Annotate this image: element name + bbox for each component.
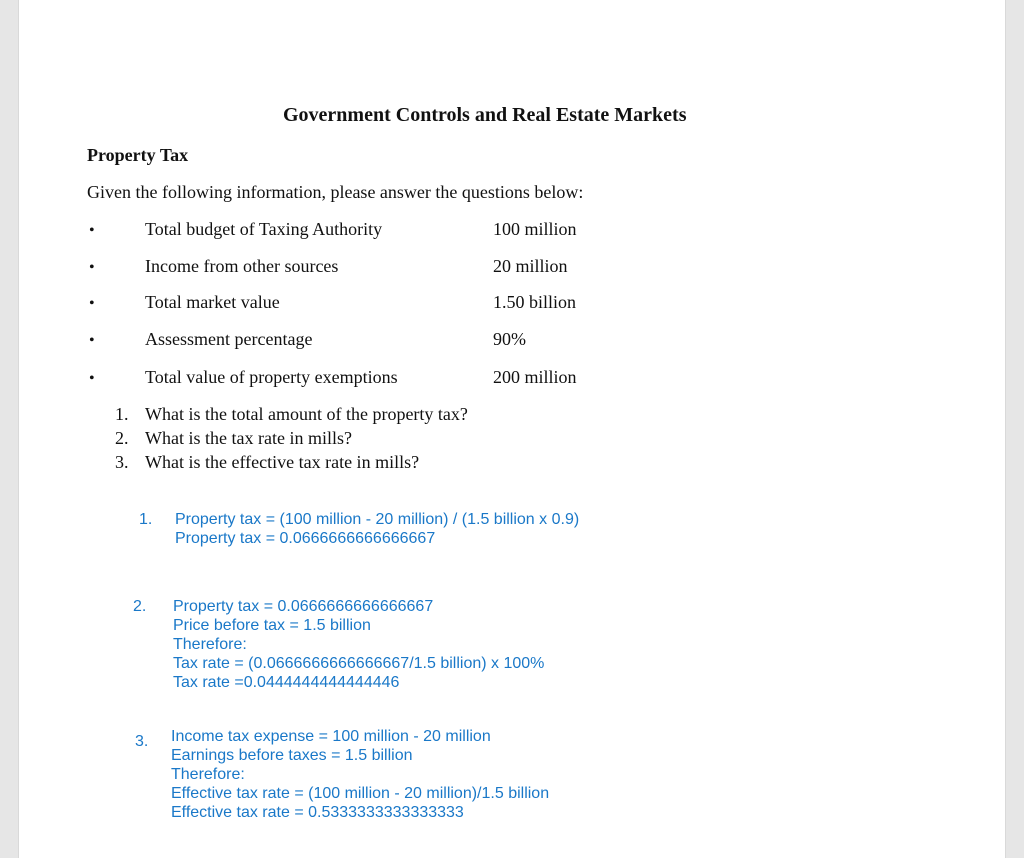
item-label: Income from other sources <box>145 256 339 276</box>
question-number: 2. <box>115 428 129 448</box>
answer-line: Tax rate = (0.0666666666666667/1.5 billion) x 100% <box>173 655 545 672</box>
answer-number: 3. <box>135 733 149 750</box>
answer-line: Property tax = (100 million - 20 million) / (1.5 billion x 0.9) <box>175 511 580 528</box>
bullet-symbol: • <box>89 295 95 312</box>
answer-number: 2. <box>133 598 147 615</box>
answer-line: Price before tax = 1.5 billion <box>173 617 371 634</box>
intro-text: Given the following information, please answer the questions below: <box>87 182 584 202</box>
question-number: 1. <box>115 404 129 424</box>
document-page <box>18 0 1006 858</box>
item-value: 90% <box>493 329 526 349</box>
answer-line: Tax rate =0.0444444444444446 <box>173 674 400 691</box>
answer-text <box>171 727 549 822</box>
item-value: 100 million <box>493 219 577 239</box>
answer-line: Income tax expense = 100 million - 20 million <box>171 728 491 745</box>
answer-text <box>173 597 544 692</box>
answer-line: Effective tax rate = (100 million - 20 million)/1.5 billion <box>171 785 550 802</box>
answer-line: Property tax = 0.0666666666666667 <box>173 598 434 615</box>
document-title: Government Controls and Real Estate Markets <box>283 104 687 126</box>
answer-line: Effective tax rate = 0.5333333333333333 <box>171 804 464 821</box>
answer-text <box>175 510 579 548</box>
bullet-symbol: • <box>89 259 95 276</box>
item-value: 200 million <box>493 367 577 387</box>
item-value: 20 million <box>493 256 568 276</box>
answer-line: Earnings before taxes = 1.5 billion <box>171 747 413 764</box>
question-text: What is the effective tax rate in mills? <box>145 452 420 472</box>
question-text: What is the tax rate in mills? <box>145 428 352 448</box>
item-label: Total budget of Taxing Authority <box>145 219 383 239</box>
item-label: Total value of property exemptions <box>145 367 398 387</box>
bullet-symbol: • <box>89 222 95 239</box>
answer-line: Therefore: <box>173 636 247 653</box>
bullet-symbol: • <box>89 332 95 349</box>
bullet-symbol: • <box>89 370 95 387</box>
item-value: 1.50 billion <box>493 292 577 312</box>
answer-line: Property tax = 0.0666666666666667 <box>175 530 436 547</box>
item-label: Assessment percentage <box>145 329 313 349</box>
question-text: What is the total amount of the property tax? <box>145 404 468 424</box>
section-heading: Property Tax <box>87 145 189 165</box>
item-label: Total market value <box>145 292 280 312</box>
answer-line: Therefore: <box>171 766 245 783</box>
answer-number: 1. <box>139 511 153 528</box>
question-number: 3. <box>115 452 129 472</box>
